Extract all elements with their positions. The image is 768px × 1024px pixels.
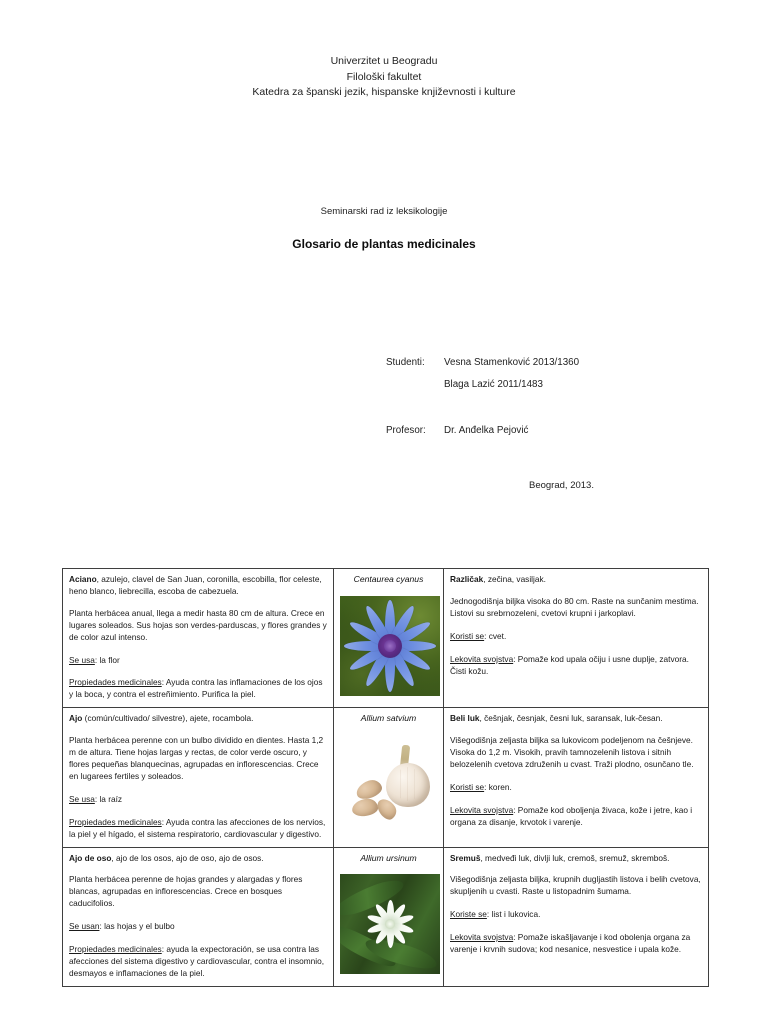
serbian-uses-line (450, 909, 702, 921)
credits-block (0, 352, 768, 442)
serbian-synonyms: , zečina, vasiljak. (483, 574, 546, 584)
spanish-properties-text: : ayuda la expectoración, se usa contra las afecciones del sistema digestivo y cardiovascular, contra el insomnio, desmayos e inflamaciones de la piel. (69, 944, 325, 978)
spanish-properties-text: : Ayuda contra las inflamaciones de los ojos y la boca, y contra el estreñimiento. Purifica la piel. (69, 677, 323, 700)
professor-name: Dr. Anđelka Pejović (444, 424, 529, 436)
title-page-block (0, 0, 768, 491)
glossary-table (62, 568, 709, 987)
latin-name-cell (334, 847, 444, 986)
spanish-uses-text: : la flor (94, 654, 120, 665)
serbian-properties-text: : Pomaže kod oboljenja živaca, kože i jetre, kao i organa za disanje, krvotok i varenje. (450, 804, 693, 827)
spanish-entry-cell (63, 847, 334, 986)
serbian-uses-text: : koren. (484, 781, 512, 792)
students-row-second (386, 374, 768, 396)
serbian-headword: Beli luk (450, 713, 480, 724)
serbian-properties-label: Lekovita svojstva (450, 804, 514, 815)
students-row (386, 352, 768, 374)
serbian-entry-cell (444, 569, 709, 708)
spanish-uses-text: : las hojas y el bulbo (99, 921, 175, 932)
serbian-uses-text: : list i lukovica. (486, 909, 541, 920)
serbian-properties-label: Lekovita svojstva (450, 653, 514, 664)
spanish-headword: Ajo (69, 713, 83, 724)
serbian-headword-line (450, 574, 702, 586)
professor-row (386, 420, 768, 442)
spanish-description: Planta herbácea anual, llega a medir hasta 80 cm de altura. Crece en lugares soleados. Sus hojas son verdes-parduscas, y flores grandes y de color azul intenso. (69, 607, 327, 642)
serbian-description: Višegodišnja zeljasta biljka, krupnih dugljastih listova i belih cvetova, skupljenih u cvasti. Raste u listopadnim šumama. (450, 874, 701, 897)
latin-name-cell (334, 708, 444, 847)
title-spacer (0, 101, 768, 205)
spanish-uses-line (69, 655, 327, 667)
table-row (63, 708, 709, 847)
garlic-bulb (386, 763, 430, 807)
spanish-uses-line (69, 794, 327, 806)
serbian-synonyms: , češnjak, česnjak, česni luk, saransak, luk-česan. (479, 713, 663, 724)
serbian-headword: Različak (450, 574, 484, 584)
garlic-clove (351, 798, 379, 818)
serbian-entry-cell (444, 847, 709, 986)
serbian-uses-text: : cvet. (484, 630, 507, 641)
spanish-description: Planta herbácea perenne de hojas grandes y alargadas y flores blancas, agrupadas en inflorescencias. Crece en bosques caducifolios. (69, 874, 303, 909)
spanish-headword: Aciano (69, 574, 97, 584)
serbian-uses-line (450, 631, 702, 643)
spanish-uses-text: : la raíz (94, 793, 123, 804)
serbian-properties-text: : Pomaže iskašljavanje i kod obolenja organa za varenje i krvnih sudova; kod nesanice, nesvestice i upala kože. (450, 932, 691, 955)
serbian-properties-line (450, 932, 702, 956)
paper-type: Seminarski rad iz leksikologije (320, 205, 448, 217)
spanish-synonyms: , azulejo, clavel de San Juan, coronilla, escobilla, flor celeste, heno blanco, liebrecilla, escoba de cabezuela. (69, 574, 322, 596)
professor-label: Profesor: (386, 424, 426, 436)
serbian-headword-line (450, 713, 702, 725)
faculty-name: Filološki fakultet (346, 70, 422, 83)
place-and-year: Beograd, 2013. (529, 479, 594, 491)
students-label: Studenti: (386, 356, 425, 368)
serbian-properties-line (450, 654, 702, 678)
serbian-description: Višegodišnja zeljasta biljka sa lukovicom podeljenom na češnjeve. Visoka do 1,2 m. Visokih, pravih tamnozelenih listova i sitnih belozelenih cvetova združenih u cvast. Traži plodno, osunčano tle. (450, 735, 694, 769)
page-title: Glosario de plantas medicinales (292, 236, 476, 251)
student-name-1: Vesna Stamenković 2013/1360 (444, 356, 580, 368)
student-name-2: Blaga Lazić 2011/1483 (444, 378, 543, 390)
spanish-properties-label: Propiedades medicinales (69, 677, 162, 688)
glossary-table-wrapper (62, 568, 708, 987)
serbian-headword-line (450, 853, 702, 865)
serbian-properties-text: : Pomaže kod upala očiju i usne duplje, zatvora. Čisti kožu. (450, 653, 689, 676)
spanish-uses-line (69, 921, 327, 933)
spanish-entry-cell (63, 569, 334, 708)
serbian-uses-line (450, 782, 702, 794)
spanish-headword-line (69, 713, 327, 725)
credits-gap (386, 396, 768, 420)
table-row (63, 847, 709, 986)
latin-name: Allium satvium (360, 713, 417, 724)
latin-name-cell (334, 569, 444, 708)
serbian-uses-label: Koristi se (450, 630, 485, 641)
serbian-entry-cell (444, 708, 709, 847)
spanish-properties-label: Propiedades medicinales (69, 816, 162, 827)
spanish-properties-line (69, 817, 327, 841)
university-name: Univerzitet u Beogradu (330, 55, 438, 67)
latin-name: Centaurea cyanus (353, 574, 424, 584)
spanish-synonyms: , ajo de los osos, ajo de oso, ajo de osos. (111, 852, 264, 863)
spanish-properties-line (69, 677, 327, 701)
serbian-description: Jednogodišnja biljka visoka do 80 cm. Raste na sunčanim mestima. Listovi su srebrnozeleni, cvetovi krupni i jarkoplavi. (450, 595, 699, 618)
cornflower-center (378, 634, 402, 658)
spanish-properties-line (69, 944, 327, 980)
department-name: Katedra za španski jezik, hispanske književnosti i kulture (252, 86, 516, 98)
spanish-headword: Ajo de oso (69, 852, 112, 863)
serbian-properties-label: Lekovita svojstva (450, 932, 514, 943)
spanish-headword-line (69, 574, 327, 598)
cornflower-photo (340, 596, 440, 696)
spanish-uses-label: Se usa (69, 654, 95, 665)
latin-name: Allium ursinum (360, 852, 417, 863)
serbian-properties-line (450, 805, 702, 829)
spanish-description: Planta herbácea perenne con un bulbo dividido en dientes. Hasta 1,2 m de altura. Tiene hojas largas y rectas, de color verde oscuro, y flores pequeñas blanquecinas, agrupadas en inflorescencias. Crece en lugarees fertiles y soleados. (69, 735, 324, 781)
spanish-properties-text: : Ayuda contra las afecciones de los nervios, la piel y el hígado, el sistema respiratorio, cardiovascular y digestivo. (69, 816, 326, 839)
garlic-photo (340, 735, 440, 835)
spanish-uses-label: Se usan (69, 921, 100, 932)
spanish-properties-label: Propiedades medicinales (69, 944, 162, 955)
serbian-uses-label: Koristi se (450, 781, 485, 792)
table-row (63, 569, 709, 708)
spanish-uses-label: Se usa (69, 793, 95, 804)
spanish-entry-cell (63, 708, 334, 847)
spanish-headword-line (69, 853, 327, 865)
ramsons-photo (340, 874, 440, 974)
spanish-synonyms: (común/cultivado/ silvestre), ajete, rocambola. (82, 713, 254, 724)
title-gap (0, 219, 768, 236)
serbian-synonyms: , medveđi luk, divlji luk, cremoš, sremuž, skremboš. (480, 852, 670, 863)
serbian-headword: Sremuš (450, 852, 481, 863)
serbian-uses-label: Koriste se (450, 909, 487, 920)
